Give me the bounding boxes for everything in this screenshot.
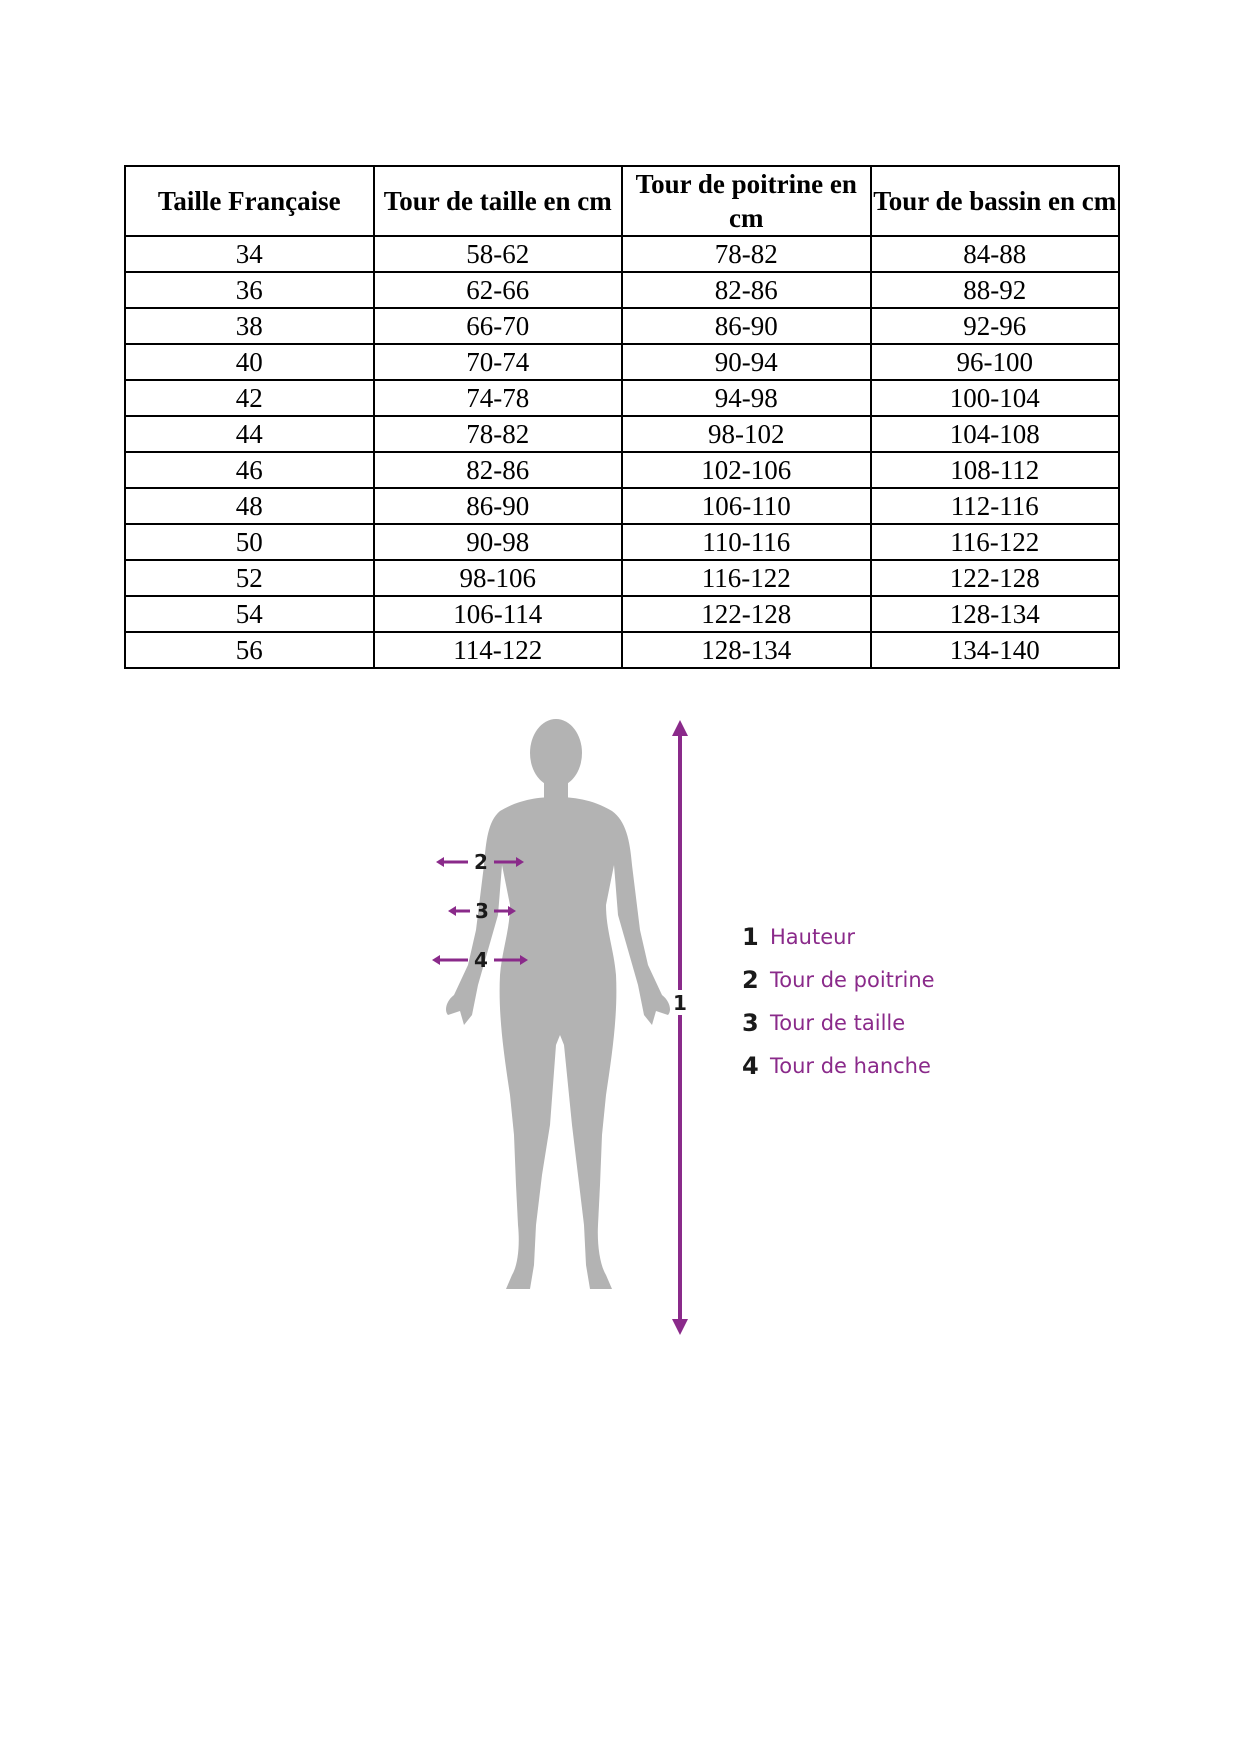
table-body <box>125 236 1119 668</box>
legend-item-height <box>742 915 935 958</box>
legend-item-chest <box>742 958 935 1001</box>
marker-waist-number: 3 <box>475 899 489 923</box>
table-cell: 112-116 <box>871 488 1120 524</box>
table-cell: 134-140 <box>871 632 1120 668</box>
table-cell: 38 <box>125 308 374 344</box>
table-cell: 40 <box>125 344 374 380</box>
legend-number: 1 <box>742 922 759 951</box>
table-cell: 50 <box>125 524 374 560</box>
table-cell: 106-110 <box>622 488 871 524</box>
marker-chest-number: 2 <box>474 850 488 874</box>
table-cell: 86-90 <box>622 308 871 344</box>
table-row <box>125 272 1119 308</box>
table-cell: 48 <box>125 488 374 524</box>
legend-item-waist <box>742 1001 935 1044</box>
table-row <box>125 488 1119 524</box>
table-row <box>125 560 1119 596</box>
table-cell: 36 <box>125 272 374 308</box>
table-cell: 98-106 <box>374 560 623 596</box>
table-cell: 56 <box>125 632 374 668</box>
height-marker-number: 1 <box>673 991 687 1015</box>
column-header: Tour de taille en cm <box>374 166 623 236</box>
table-row <box>125 380 1119 416</box>
table-cell: 78-82 <box>622 236 871 272</box>
table-cell: 92-96 <box>871 308 1120 344</box>
table-cell: 62-66 <box>374 272 623 308</box>
legend-label: Tour de hanche <box>770 1053 931 1078</box>
table-cell: 122-128 <box>871 560 1120 596</box>
table-cell: 82-86 <box>622 272 871 308</box>
table-cell: 96-100 <box>871 344 1120 380</box>
table-cell: 116-122 <box>871 524 1120 560</box>
table-cell: 42 <box>125 380 374 416</box>
table-cell: 66-70 <box>374 308 623 344</box>
table-cell: 78-82 <box>374 416 623 452</box>
body-silhouette <box>446 719 670 1289</box>
legend-number: 3 <box>742 1008 759 1037</box>
table-row <box>125 524 1119 560</box>
table-row <box>125 452 1119 488</box>
table-row <box>125 308 1119 344</box>
table-cell: 84-88 <box>871 236 1120 272</box>
column-header: Taille Française <box>125 166 374 236</box>
table-cell: 82-86 <box>374 452 623 488</box>
table-cell: 88-92 <box>871 272 1120 308</box>
legend-item-hip <box>742 1044 935 1087</box>
column-header: Tour de poitrine en cm <box>622 166 871 236</box>
table-row <box>125 236 1119 272</box>
table-cell: 128-134 <box>622 632 871 668</box>
table-cell: 122-128 <box>622 596 871 632</box>
column-header: Tour de bassin en cm <box>871 166 1120 236</box>
table-cell: 110-116 <box>622 524 871 560</box>
table-cell: 86-90 <box>374 488 623 524</box>
table-cell: 74-78 <box>374 380 623 416</box>
legend-number: 4 <box>742 1051 759 1080</box>
table-cell: 58-62 <box>374 236 623 272</box>
table-cell: 54 <box>125 596 374 632</box>
table-cell: 34 <box>125 236 374 272</box>
legend-label: Hauteur <box>770 924 856 949</box>
table-header-row <box>125 166 1119 236</box>
table-cell: 104-108 <box>871 416 1120 452</box>
table-cell: 70-74 <box>374 344 623 380</box>
table-cell: 94-98 <box>622 380 871 416</box>
table-cell: 46 <box>125 452 374 488</box>
table-cell: 52 <box>125 560 374 596</box>
marker-hip-number: 4 <box>474 948 488 972</box>
table-row <box>125 344 1119 380</box>
table-cell: 114-122 <box>374 632 623 668</box>
table-row <box>125 416 1119 452</box>
table-cell: 102-106 <box>622 452 871 488</box>
size-chart-table <box>124 165 1120 669</box>
table-cell: 90-98 <box>374 524 623 560</box>
table-cell: 128-134 <box>871 596 1120 632</box>
legend-label: Tour de taille <box>770 1010 906 1035</box>
table-cell: 44 <box>125 416 374 452</box>
table-cell: 90-94 <box>622 344 871 380</box>
table-cell: 98-102 <box>622 416 871 452</box>
table-cell: 106-114 <box>374 596 623 632</box>
height-measure-arrow <box>660 720 700 1340</box>
table-cell: 116-122 <box>622 560 871 596</box>
table-row <box>125 632 1119 668</box>
table-cell: 108-112 <box>871 452 1120 488</box>
table-row <box>125 596 1119 632</box>
legend-label: Tour de poitrine <box>770 967 935 992</box>
legend-number: 2 <box>742 965 759 994</box>
table-cell: 100-104 <box>871 380 1120 416</box>
measurement-legend <box>742 915 935 1087</box>
